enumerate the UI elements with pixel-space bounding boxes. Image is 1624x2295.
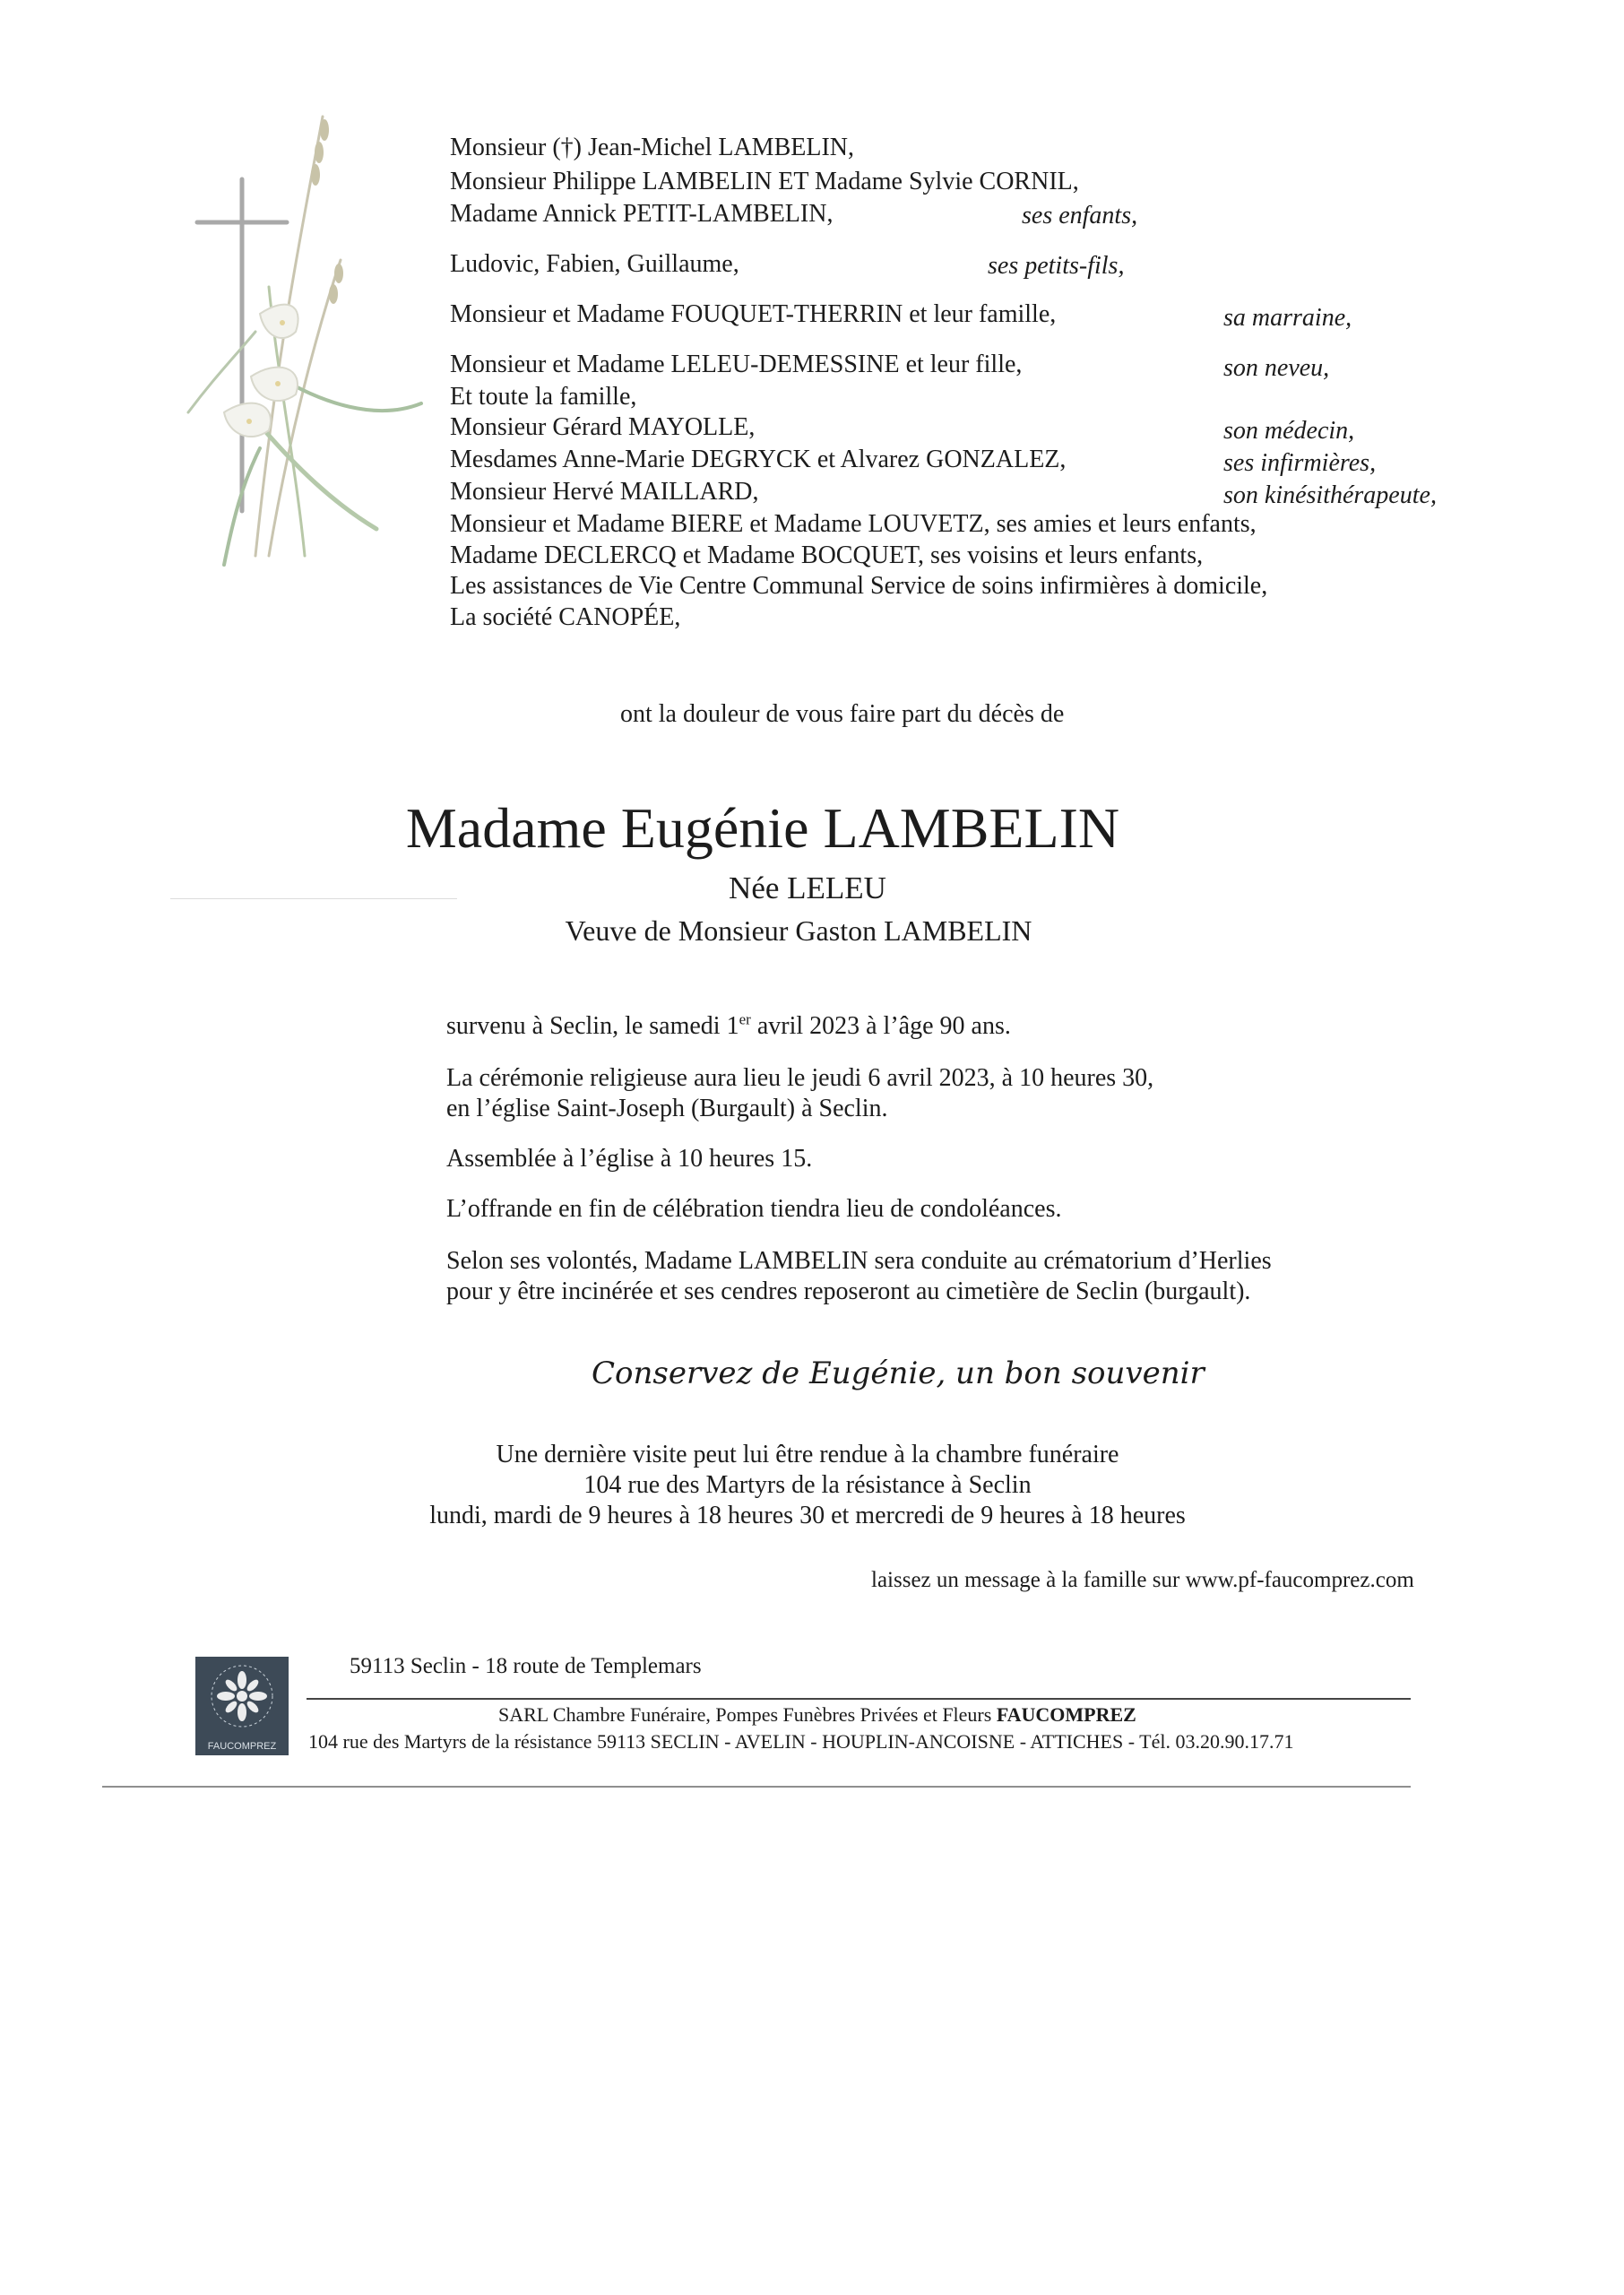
- family-line-role: ses infirmières,: [1223, 449, 1377, 477]
- family-line-role: ses petits-fils,: [988, 252, 1125, 280]
- company-name: SARL Chambre Funéraire, Pompes Funèbres Privées et Fleurs: [498, 1703, 997, 1726]
- footer-address: 59113 Seclin - 18 route de Templemars: [350, 1654, 702, 1678]
- death-notice-ordinal: er: [739, 1010, 751, 1028]
- wishes-line-2: pour y être incinérée et ses cendres reposeront au cimetière de Seclin (burgault).: [446, 1277, 1251, 1305]
- visit-line-1: Une dernière visite peut lui être rendue à la chambre funéraire: [496, 1441, 1119, 1468]
- family-line-name: Monsieur Philippe LAMBELIN ET Madame Sylvie CORNIL,: [450, 168, 1079, 195]
- assembly-line: Assemblée à l’église à 10 heures 15.: [446, 1145, 813, 1173]
- family-line-name: Mesdames Anne-Marie DEGRYCK et Alvarez GONZALEZ,: [450, 446, 1067, 473]
- family-line-role: ses enfants,: [1022, 202, 1138, 230]
- family-line-role: son kinésithérapeute,: [1223, 481, 1437, 509]
- logo-text: FAUCOMPREZ: [207, 1741, 277, 1752]
- maiden-name: Née LELEU: [729, 870, 886, 905]
- announcement-text: ont la douleur de vous faire part du décès de: [620, 700, 1065, 728]
- company-brand: FAUCOMPREZ: [996, 1703, 1136, 1726]
- family-line-name: Monsieur Gérard MAYOLLE,: [450, 413, 756, 441]
- family-line-name: Madame Annick PETIT-LAMBELIN,: [450, 200, 834, 228]
- family-line-name: Monsieur et Madame BIERE et Madame LOUVETZ, ses amies et leurs enfants,: [450, 510, 1257, 538]
- company-contact: 104 rue des Martyrs de la résistance 59113 SECLIN - AVELIN - HOUPLIN-ANCOISNE - ATTICHES - Tél. 03.20.90.17.71: [308, 1730, 1294, 1753]
- family-line-role: sa marraine,: [1223, 304, 1352, 332]
- family-line-name: Ludovic, Fabien, Guillaume,: [450, 250, 739, 278]
- company-line: [498, 1703, 1136, 1727]
- offering-line: L’offrande en fin de célébration tiendra lieu de condoléances.: [446, 1195, 1062, 1223]
- family-line-name: Monsieur Hervé MAILLARD,: [450, 478, 759, 506]
- family-line-name: Les assistances de Vie Centre Communal Service de soins infirmières à domicile,: [450, 572, 1268, 600]
- website-note: laissez un message à la famille sur www.pf-faucomprez.com: [871, 1568, 1414, 1592]
- death-notice: [446, 1011, 1011, 1042]
- death-notice-end: avril 2023 à l’âge 90 ans.: [750, 1012, 1011, 1040]
- family-line-name: La société CANOPÉE,: [450, 603, 681, 631]
- page-bottom-rule: [102, 1786, 1411, 1788]
- ceremony-line-1: La cérémonie religieuse aura lieu le jeudi 6 avril 2023, à 10 heures 30,: [446, 1064, 1154, 1092]
- memory-line: Conservez de Eugénie, un bon souvenir: [592, 1355, 1205, 1391]
- visit-line-2: 104 rue des Martyrs de la résistance à Seclin: [583, 1471, 1032, 1499]
- ceremony-line-2: en l’église Saint-Joseph (Burgault) à Seclin.: [446, 1095, 888, 1122]
- deceased-name: Madame Eugénie LAMBELIN: [405, 796, 1120, 860]
- family-line-role: son neveu,: [1223, 354, 1330, 382]
- footer-divider: [307, 1698, 1411, 1700]
- family-line-name: Monsieur (†) Jean-Michel LAMBELIN,: [450, 134, 855, 161]
- flower-emblem-icon: [195, 1657, 289, 1737]
- wishes-line-1: Selon ses volontés, Madame LAMBELIN sera conduite au crématorium d’Herlies: [446, 1247, 1272, 1275]
- widow-line: Veuve de Monsieur Gaston LAMBELIN: [565, 914, 1032, 947]
- family-line-role: son médecin,: [1223, 417, 1355, 445]
- funeral-home-logo: [195, 1657, 289, 1755]
- family-line-name: Madame DECLERCQ et Madame BOCQUET, ses voisins et leurs enfants,: [450, 541, 1204, 569]
- family-line-name: Monsieur et Madame LELEU-DEMESSINE et leur fille,: [450, 351, 1023, 378]
- lily-cross-illustration: [170, 108, 430, 574]
- family-line-name: Et toute la famille,: [450, 383, 637, 411]
- visit-line-3: lundi, mardi de 9 heures à 18 heures 30 et mercredi de 9 heures à 18 heures: [429, 1502, 1186, 1529]
- family-line-name: Monsieur et Madame FOUQUET-THERRIN et leur famille,: [450, 300, 1057, 328]
- death-notice-start: survenu à Seclin, le samedi 1: [446, 1012, 739, 1040]
